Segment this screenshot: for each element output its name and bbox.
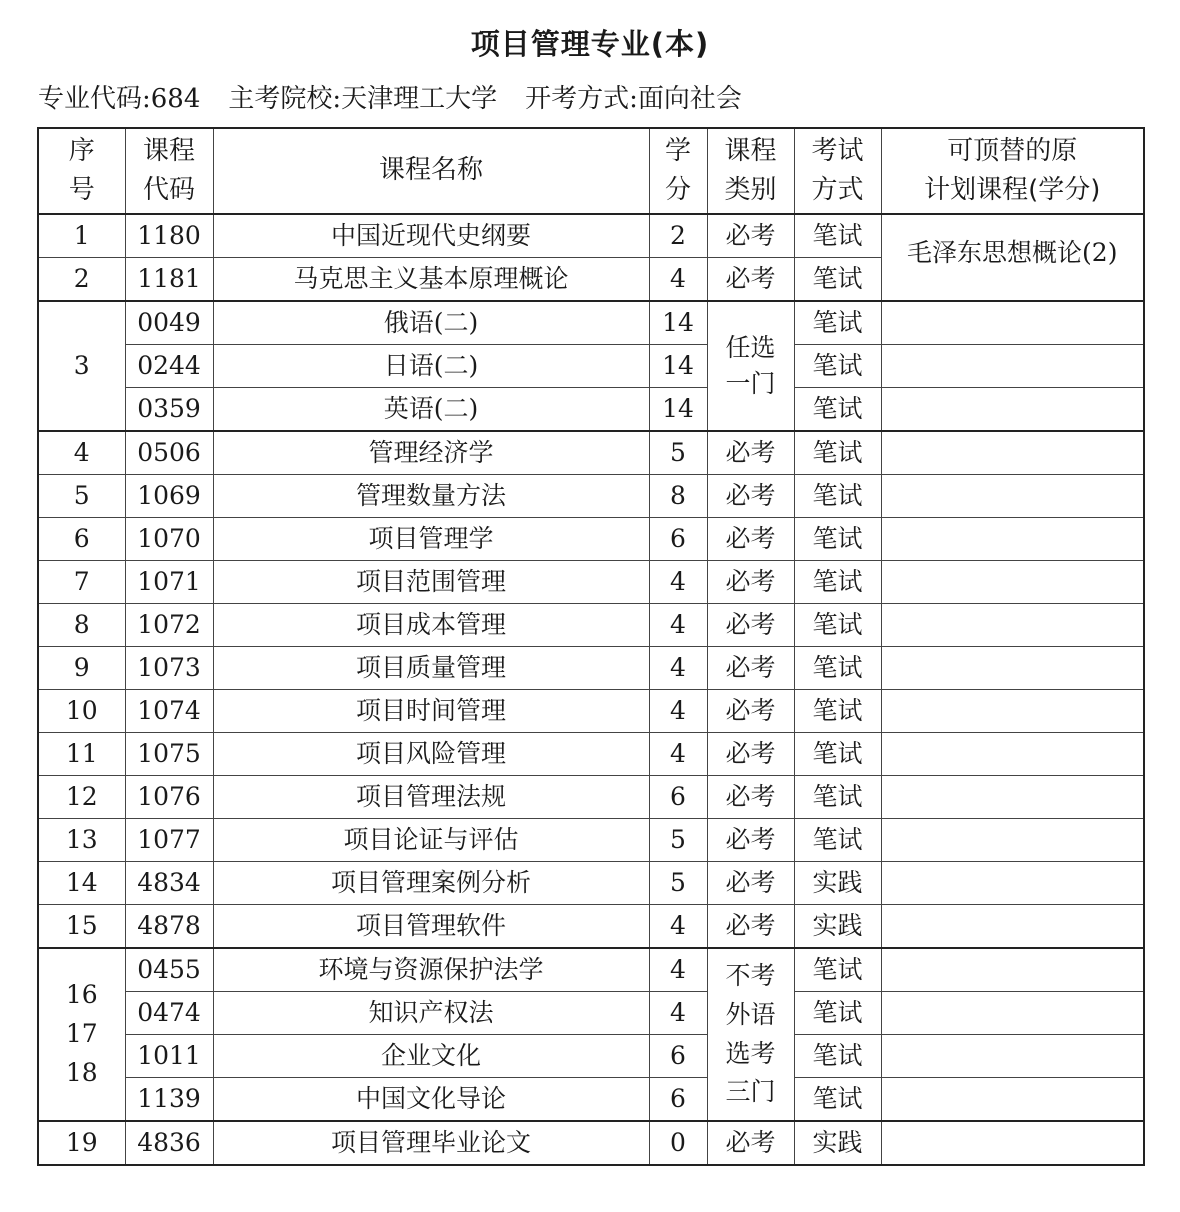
cell-credit: 4 — [649, 992, 707, 1035]
cell-exam: 笔试 — [794, 604, 881, 647]
header-category: 课程 类别 — [707, 128, 794, 214]
cell-category: 不考 外语 选考 三门 — [707, 948, 794, 1121]
header-replace: 可顶替的原 计划课程(学分) — [881, 128, 1144, 214]
cell-replace — [881, 518, 1144, 561]
cell-seq: 15 — [38, 905, 125, 949]
cell-replace — [881, 1078, 1144, 1122]
cell-category: 必考 — [707, 475, 794, 518]
cell-code: 0049 — [125, 301, 213, 345]
table-row — [38, 1035, 1144, 1078]
table-row — [38, 992, 1144, 1035]
cell-name: 企业文化 — [213, 1035, 649, 1078]
cell-seq: 10 — [38, 690, 125, 733]
cell-code: 1181 — [125, 258, 213, 302]
table-row — [38, 647, 1144, 690]
cell-replace — [881, 992, 1144, 1035]
table-row — [38, 301, 1144, 345]
cell-category: 必考 — [707, 561, 794, 604]
cell-seq: 16 17 18 — [38, 948, 125, 1121]
cell-name: 英语(二) — [213, 388, 649, 432]
cell-replace — [881, 819, 1144, 862]
table-row — [38, 1121, 1144, 1165]
cell-replace — [881, 475, 1144, 518]
table-row — [38, 690, 1144, 733]
cell-credit: 4 — [649, 905, 707, 949]
cell-replace: 毛泽东思想概论(2) — [881, 214, 1144, 301]
cell-category: 必考 — [707, 690, 794, 733]
cell-replace — [881, 647, 1144, 690]
cell-name: 项目时间管理 — [213, 690, 649, 733]
cell-name: 项目范围管理 — [213, 561, 649, 604]
cell-name: 项目管理案例分析 — [213, 862, 649, 905]
cell-replace — [881, 948, 1144, 992]
cell-replace — [881, 301, 1144, 345]
cell-code: 1074 — [125, 690, 213, 733]
cell-category: 必考 — [707, 518, 794, 561]
table-row — [38, 1078, 1144, 1122]
cell-code: 1073 — [125, 647, 213, 690]
cell-exam: 实践 — [794, 1121, 881, 1165]
cell-seq: 19 — [38, 1121, 125, 1165]
cell-code: 1180 — [125, 214, 213, 258]
cell-seq: 6 — [38, 518, 125, 561]
exam-mode: 开考方式:面向社会 — [525, 84, 742, 114]
cell-code: 4878 — [125, 905, 213, 949]
cell-replace — [881, 1121, 1144, 1165]
cell-name: 项目质量管理 — [213, 647, 649, 690]
cell-exam: 笔试 — [794, 733, 881, 776]
cell-code: 1076 — [125, 776, 213, 819]
cell-seq: 9 — [38, 647, 125, 690]
cell-credit: 8 — [649, 475, 707, 518]
cell-exam: 实践 — [794, 862, 881, 905]
header-row — [38, 128, 1144, 214]
cell-name: 中国近现代史纲要 — [213, 214, 649, 258]
cell-exam: 笔试 — [794, 819, 881, 862]
cell-seq: 7 — [38, 561, 125, 604]
cell-code: 1139 — [125, 1078, 213, 1122]
cell-exam: 实践 — [794, 905, 881, 949]
cell-code: 1011 — [125, 1035, 213, 1078]
cell-name: 俄语(二) — [213, 301, 649, 345]
cell-exam: 笔试 — [794, 647, 881, 690]
table-row — [38, 475, 1144, 518]
cell-name: 马克思主义基本原理概论 — [213, 258, 649, 302]
cell-exam: 笔试 — [794, 301, 881, 345]
cell-replace — [881, 604, 1144, 647]
cell-name: 项目成本管理 — [213, 604, 649, 647]
cell-replace — [881, 690, 1144, 733]
cell-replace — [881, 561, 1144, 604]
cell-credit: 5 — [649, 431, 707, 475]
cell-category: 必考 — [707, 862, 794, 905]
cell-name: 中国文化导论 — [213, 1078, 649, 1122]
cell-exam: 笔试 — [794, 948, 881, 992]
table-row — [38, 431, 1144, 475]
table-row — [38, 214, 1144, 258]
cell-category: 必考 — [707, 1121, 794, 1165]
cell-code: 0455 — [125, 948, 213, 992]
cell-replace — [881, 733, 1144, 776]
header-name: 课程名称 — [213, 128, 649, 214]
cell-name: 项目风险管理 — [213, 733, 649, 776]
table-row — [38, 776, 1144, 819]
cell-exam: 笔试 — [794, 992, 881, 1035]
cell-category: 任选 一门 — [707, 301, 794, 431]
cell-exam: 笔试 — [794, 258, 881, 302]
cell-code: 4834 — [125, 862, 213, 905]
table-row — [38, 345, 1144, 388]
cell-credit: 0 — [649, 1121, 707, 1165]
cell-seq: 12 — [38, 776, 125, 819]
cell-exam: 笔试 — [794, 776, 881, 819]
cell-seq: 2 — [38, 258, 125, 302]
cell-category: 必考 — [707, 214, 794, 258]
table-row — [38, 948, 1144, 992]
cell-category: 必考 — [707, 647, 794, 690]
header-credit: 学 分 — [649, 128, 707, 214]
cell-exam: 笔试 — [794, 1035, 881, 1078]
table-row — [38, 905, 1144, 949]
cell-name: 知识产权法 — [213, 992, 649, 1035]
institution: 主考院校:天津理工大学 — [228, 84, 498, 114]
table-row — [38, 733, 1144, 776]
cell-name: 环境与资源保护法学 — [213, 948, 649, 992]
cell-credit: 4 — [649, 948, 707, 992]
cell-code: 1069 — [125, 475, 213, 518]
cell-credit: 14 — [649, 388, 707, 432]
page-title: 项目管理专业(本) — [470, 27, 710, 61]
cell-exam: 笔试 — [794, 475, 881, 518]
cell-name: 日语(二) — [213, 345, 649, 388]
cell-code: 1070 — [125, 518, 213, 561]
major-code: 专业代码:684 — [38, 84, 201, 114]
cell-code: 4836 — [125, 1121, 213, 1165]
cell-name: 项目管理软件 — [213, 905, 649, 949]
cell-credit: 4 — [649, 690, 707, 733]
cell-code: 0244 — [125, 345, 213, 388]
cell-category: 必考 — [707, 431, 794, 475]
cell-credit: 6 — [649, 518, 707, 561]
cell-seq: 3 — [38, 301, 125, 431]
cell-credit: 6 — [649, 1035, 707, 1078]
cell-credit: 4 — [649, 561, 707, 604]
cell-credit: 4 — [649, 733, 707, 776]
table-row — [38, 819, 1144, 862]
cell-category: 必考 — [707, 604, 794, 647]
cell-replace — [881, 905, 1144, 949]
cell-category: 必考 — [707, 905, 794, 949]
cell-seq: 8 — [38, 604, 125, 647]
cell-credit: 4 — [649, 604, 707, 647]
cell-credit: 4 — [649, 258, 707, 302]
cell-seq: 13 — [38, 819, 125, 862]
cell-category: 必考 — [707, 733, 794, 776]
cell-credit: 6 — [649, 776, 707, 819]
cell-credit: 6 — [649, 1078, 707, 1122]
cell-name: 管理数量方法 — [213, 475, 649, 518]
cell-credit: 14 — [649, 345, 707, 388]
cell-credit: 5 — [649, 819, 707, 862]
cell-exam: 笔试 — [794, 345, 881, 388]
cell-exam: 笔试 — [794, 561, 881, 604]
table-row — [38, 518, 1144, 561]
cell-category: 必考 — [707, 819, 794, 862]
cell-credit: 14 — [649, 301, 707, 345]
cell-name: 项目论证与评估 — [213, 819, 649, 862]
cell-exam: 笔试 — [794, 214, 881, 258]
cell-replace — [881, 862, 1144, 905]
table-row — [38, 862, 1144, 905]
cell-seq: 14 — [38, 862, 125, 905]
cell-replace — [881, 388, 1144, 432]
cell-name: 项目管理毕业论文 — [213, 1121, 649, 1165]
header-code: 课程 代码 — [125, 128, 213, 214]
cell-seq: 4 — [38, 431, 125, 475]
table-row — [38, 561, 1144, 604]
cell-exam: 笔试 — [794, 518, 881, 561]
course-table — [37, 127, 1145, 1166]
cell-replace — [881, 345, 1144, 388]
cell-replace — [881, 1035, 1144, 1078]
cell-seq: 5 — [38, 475, 125, 518]
cell-category: 必考 — [707, 776, 794, 819]
major-meta — [38, 78, 770, 115]
cell-name: 项目管理学 — [213, 518, 649, 561]
cell-seq: 1 — [38, 214, 125, 258]
header-seq: 序 号 — [38, 128, 125, 214]
header-exam: 考试 方式 — [794, 128, 881, 214]
cell-name: 管理经济学 — [213, 431, 649, 475]
cell-replace — [881, 431, 1144, 475]
cell-seq: 11 — [38, 733, 125, 776]
cell-credit: 4 — [649, 647, 707, 690]
cell-exam: 笔试 — [794, 690, 881, 733]
table-row — [38, 388, 1144, 432]
cell-exam: 笔试 — [794, 431, 881, 475]
cell-credit: 2 — [649, 214, 707, 258]
cell-code: 0506 — [125, 431, 213, 475]
cell-replace — [881, 776, 1144, 819]
cell-name: 项目管理法规 — [213, 776, 649, 819]
cell-code: 0474 — [125, 992, 213, 1035]
cell-code: 1077 — [125, 819, 213, 862]
table-row — [38, 604, 1144, 647]
cell-category: 必考 — [707, 258, 794, 302]
cell-code: 1071 — [125, 561, 213, 604]
cell-exam: 笔试 — [794, 388, 881, 432]
cell-code: 0359 — [125, 388, 213, 432]
cell-code: 1072 — [125, 604, 213, 647]
cell-code: 1075 — [125, 733, 213, 776]
cell-credit: 5 — [649, 862, 707, 905]
cell-exam: 笔试 — [794, 1078, 881, 1122]
